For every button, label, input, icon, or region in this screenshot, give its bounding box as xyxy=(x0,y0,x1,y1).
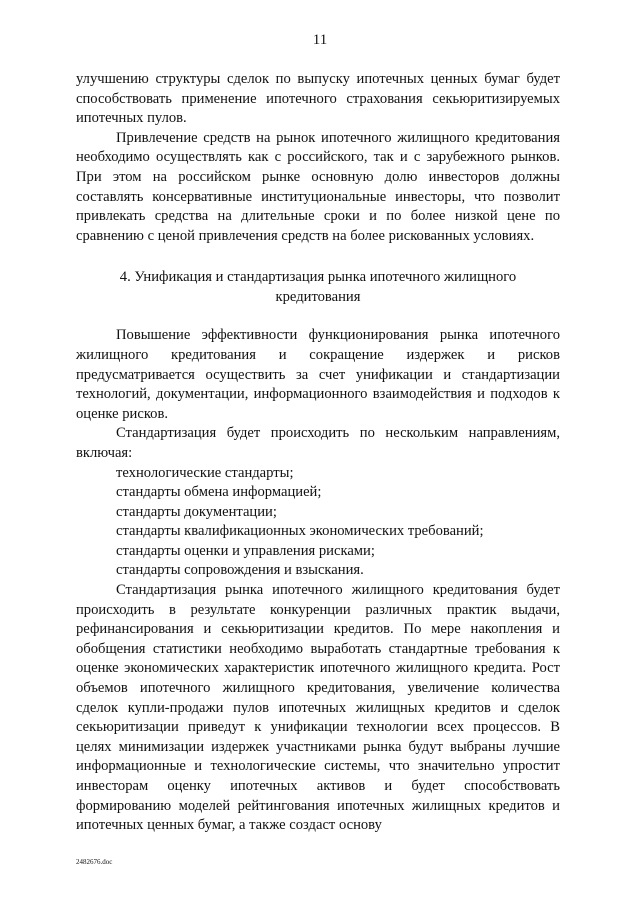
paragraph-funding: Привлечение средств на рынок ипотечного жилищного кредитования необходимо осуществлять как с российского, так и с зарубежного рынков. При этом на российском рынке основную долю инвесторов должны составлять консервативные институциональные инвесторы, что позволит привлекать средства на длительные сроки и по более низкой цене по сравнению с ценой привлечения средств на более рискованных условиях. xyxy=(76,129,560,244)
section-title-line-2: кредитования xyxy=(275,289,361,306)
paragraph-continuation: улучшению структуры сделок по выпуску ипотечных ценных бумаг будет способствовать применение ипотечного страхования секьюритизируемых ипотечных пулов. xyxy=(76,71,560,127)
standards-list xyxy=(76,464,560,582)
list-item: стандарты документации; xyxy=(116,503,277,520)
page-number: 11 xyxy=(312,32,328,48)
section-title-line-1: 4. Унификация и стандартизация рынка ипотечного жилищного xyxy=(119,269,517,286)
footer-filename: 2482676.doc xyxy=(76,858,113,866)
paragraph-standardization-process: Стандартизация рынка ипотечного жилищного кредитования будет происходить в результате конкуренции различных практик выдачи, рефинансирования и секьюритизации кредитов. По мере накопления и обобщения статистики необходимо выработать стандартные требования к оценке экономических характеристик ипотечного жилищного кредита. Рост объемов ипотечного жилищного кредитования, увеличение количества сделок купли-продажи пулов ипотечных жилищных кредитов и сделок секьюритизации приведут к унификации технологии всех процессов. В целях минимизации издержек участниками рынка будут выбраны лучшие информационные и технологические системы, что значительно упростит инвесторам оценку ипотечных активов и будет способствовать формированию моделей рейтингования ипотечных жилищных кредитов и ипотечных ценных бумаг, а также создаст основу xyxy=(76,582,560,834)
list-item: стандарты оценки и управления рисками; xyxy=(116,542,375,559)
document-body xyxy=(76,70,560,836)
section-title xyxy=(76,267,560,307)
paragraph-efficiency: Повышение эффективности функционирования рынка ипотечного жилищного кредитования и сокращение издержек и рисков предусматривается осуществить за счет унификации и стандартизации технологий, документации, информационного взаимодействия и подходов к оценке рисков. xyxy=(76,327,560,422)
paragraph-standardization-intro: Стандартизация будет происходить по нескольким направлениям, включая: xyxy=(76,425,560,461)
list-item: стандарты сопровождения и взыскания. xyxy=(116,562,364,579)
list-item: технологические стандарты; xyxy=(116,464,294,481)
list-item: стандарты квалификационных экономических требований; xyxy=(116,523,484,540)
list-item: стандарты обмена информацией; xyxy=(116,484,322,501)
